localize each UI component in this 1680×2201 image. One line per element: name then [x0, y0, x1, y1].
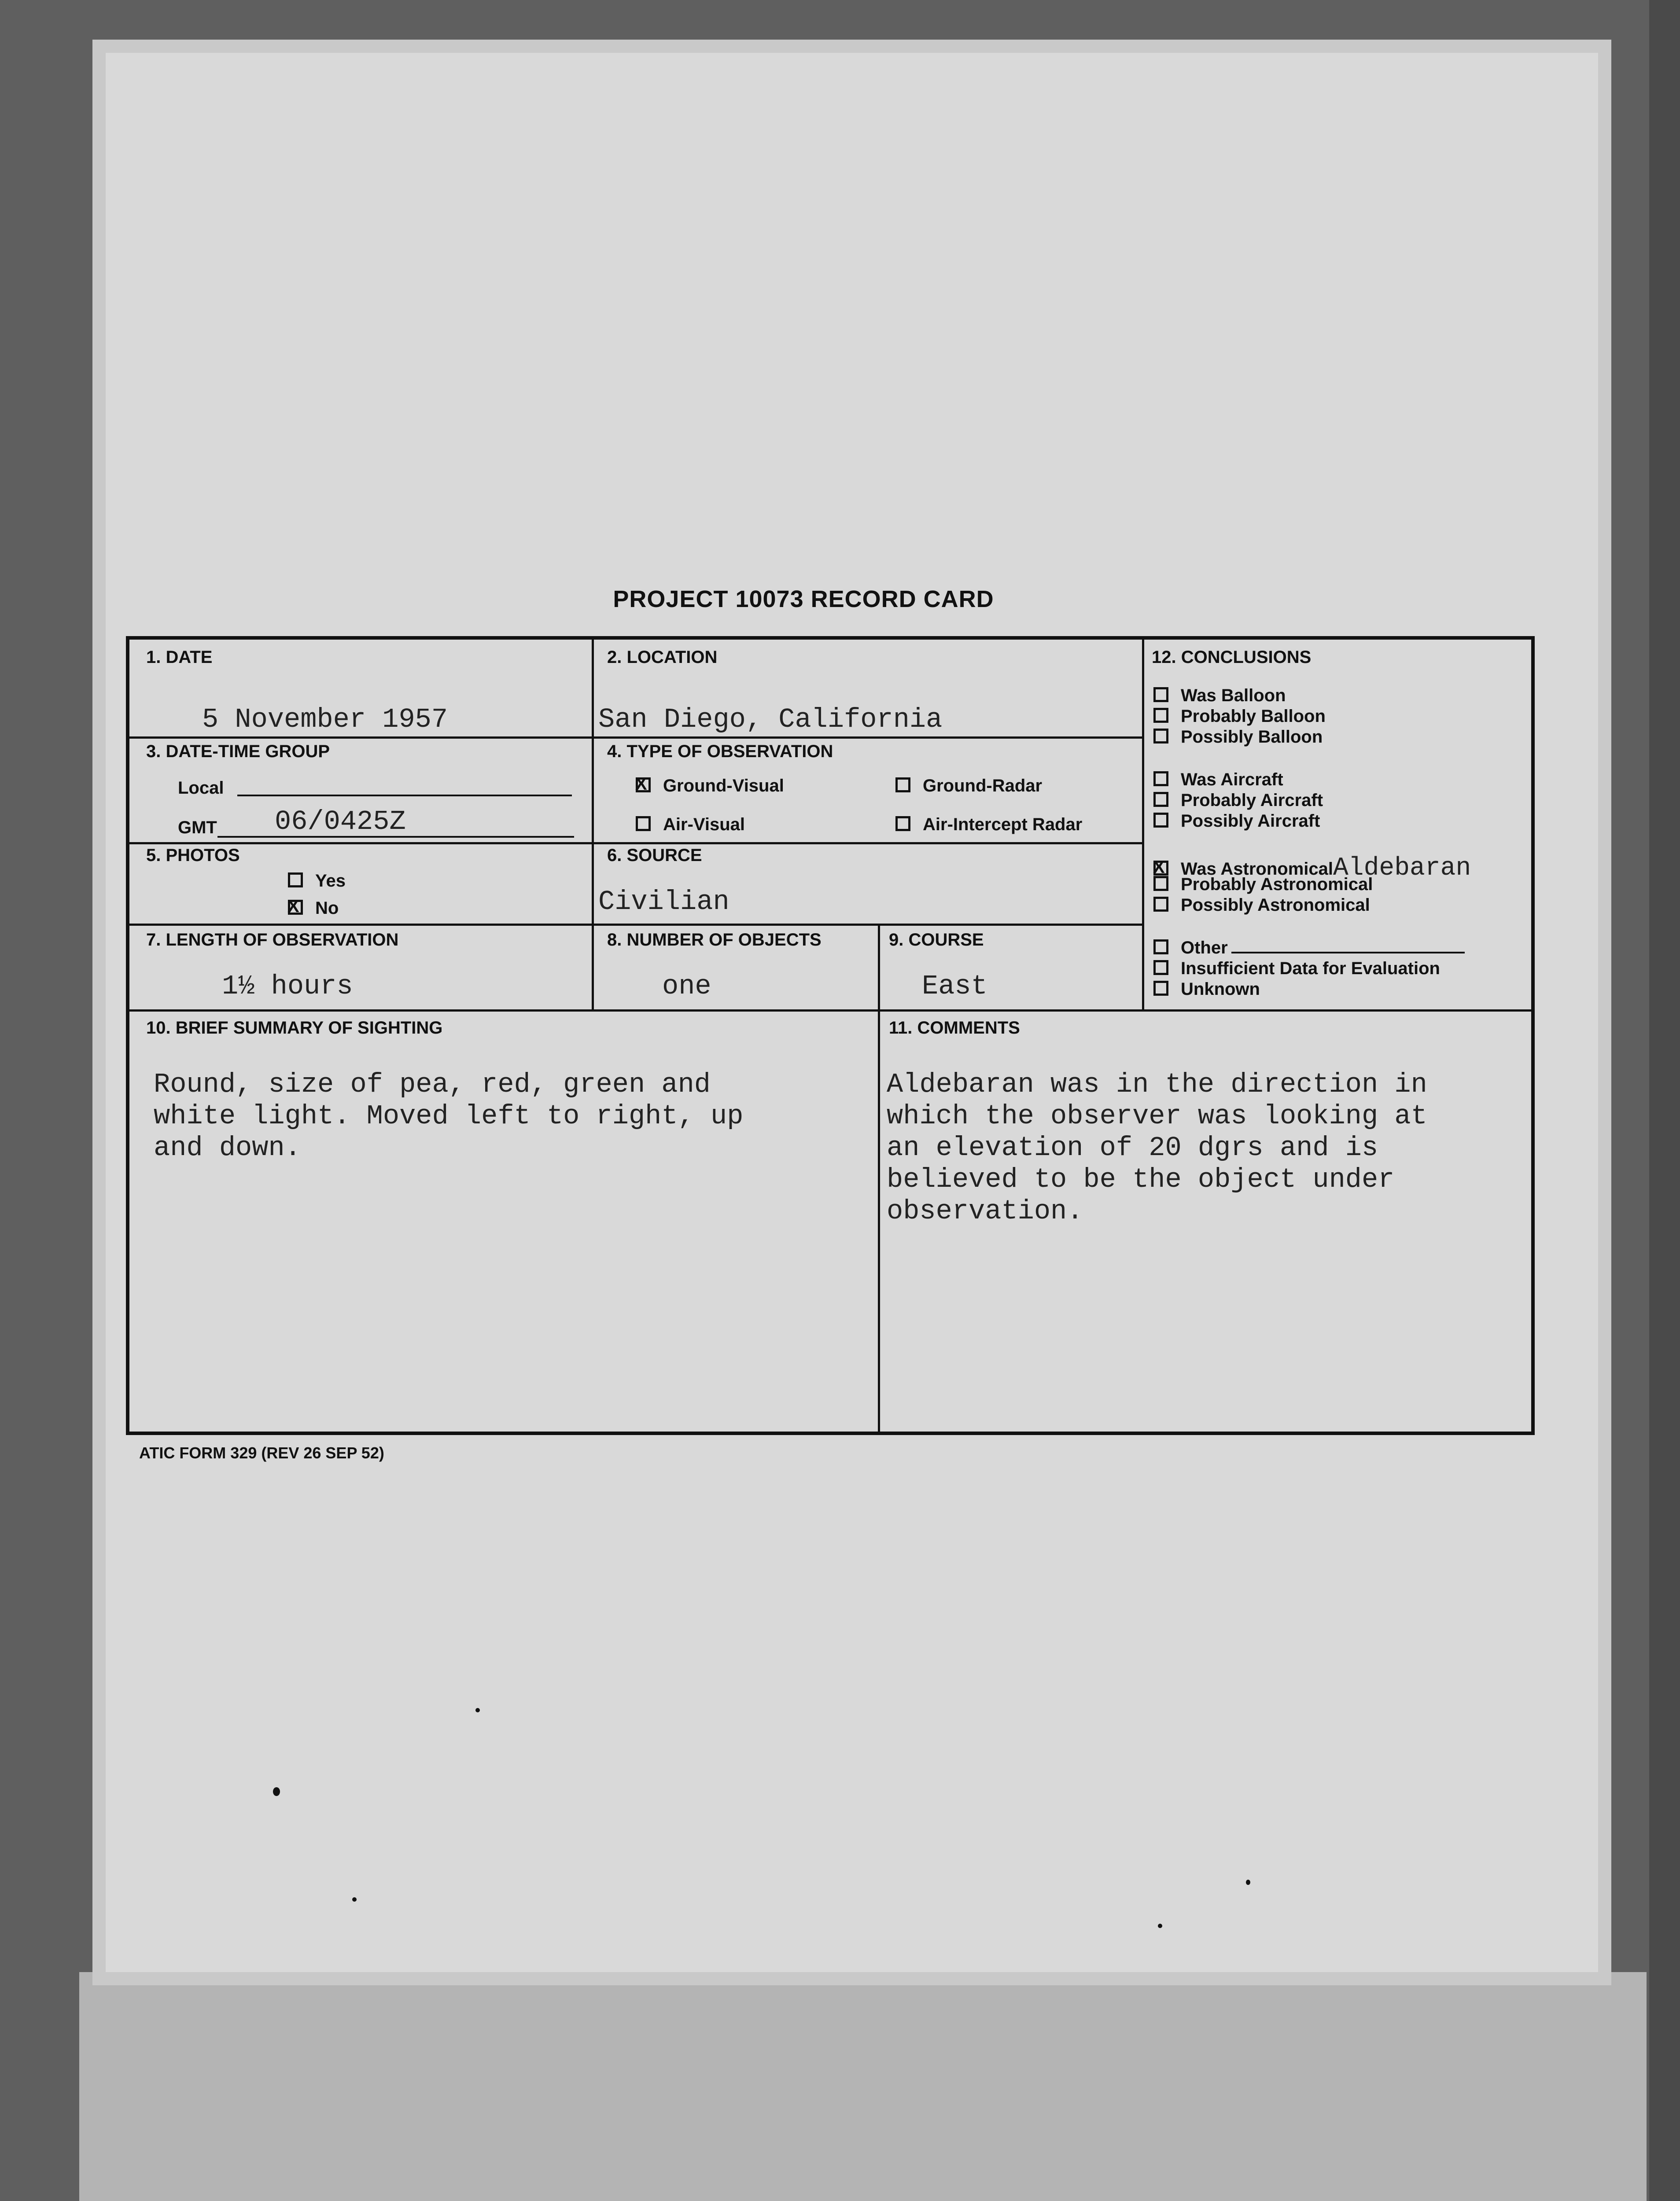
- gmt-value: 06/0425Z: [275, 806, 406, 837]
- divider: [129, 1009, 1534, 1012]
- num-objects-value: one: [662, 971, 711, 1002]
- option-ground-radar: Ground-Radar: [895, 776, 1042, 796]
- checkbox-icon: [1153, 876, 1168, 891]
- lower-sheet-background: [79, 1972, 1647, 2201]
- checkbox-icon: [1153, 897, 1168, 912]
- checkbox-icon: [1153, 687, 1168, 702]
- checkbox-icon: [636, 777, 651, 792]
- comments-text: Aldebaran was in the direction in which the observer was looking at an elevation of 20 dgrs and is believed to be the object under observation.: [887, 1069, 1427, 1227]
- checkbox-icon: [895, 816, 910, 831]
- divider: [129, 924, 1142, 926]
- checkbox-icon: [1153, 813, 1168, 828]
- option-air-intercept-radar: Air-Intercept Radar: [895, 815, 1082, 835]
- divider: [592, 640, 594, 1009]
- checkbox-icon: [288, 900, 303, 915]
- divider: [129, 842, 1142, 844]
- local-label: Local: [178, 778, 224, 798]
- speck: [1158, 1924, 1162, 1928]
- conclusion-possibly-aircraft: Possibly Aircraft: [1153, 811, 1471, 832]
- film-edge: [1649, 0, 1680, 2201]
- divider: [129, 736, 1142, 739]
- source-value: Civilian: [598, 886, 729, 917]
- dtg-label: 3. DATE-TIME GROUP: [146, 742, 330, 761]
- speck: [273, 1787, 280, 1796]
- conclusion-probably-astronomical: Probably Astronomical: [1153, 875, 1471, 895]
- checkbox-icon: [1153, 981, 1168, 996]
- conclusion-unknown: Unknown: [1153, 979, 1471, 1000]
- checkbox-icon: [1153, 861, 1168, 876]
- conclusion-possibly-balloon: Possibly Balloon: [1153, 727, 1471, 748]
- conclusion-was-balloon: Was Balloon: [1153, 686, 1471, 707]
- astronomical-note: Aldebaran: [1333, 854, 1471, 883]
- speck: [475, 1708, 480, 1712]
- option-air-visual: Air-Visual: [636, 815, 745, 835]
- length-label: 7. LENGTH OF OBSERVATION: [146, 930, 399, 950]
- course-value: East: [922, 971, 987, 1002]
- checkbox-icon: [1153, 960, 1168, 975]
- checkbox-icon: [288, 872, 303, 887]
- comments-label: 11. COMMENTS: [889, 1018, 1020, 1038]
- location-value: San Diego, California: [598, 704, 943, 735]
- checkbox-icon: [1153, 939, 1168, 954]
- checkbox-icon: [1153, 792, 1168, 807]
- card-title: PROJECT 10073 RECORD CARD: [613, 586, 994, 612]
- summary-label: 10. BRIEF SUMMARY OF SIGHTING: [146, 1018, 443, 1038]
- form-number: ATIC FORM 329 (REV 26 SEP 52): [139, 1444, 384, 1462]
- speck: [352, 1897, 357, 1902]
- local-underline: [237, 795, 572, 796]
- conclusions-label: 12. CONCLUSIONS: [1152, 648, 1312, 667]
- divider: [1142, 640, 1144, 1009]
- option-ground-visual: XGround-Visual: [636, 776, 784, 796]
- checkbox-icon: [1153, 771, 1168, 786]
- conclusion-other: Other: [1153, 938, 1471, 959]
- checkbox-icon: [1153, 708, 1168, 723]
- date-value: 5 November 1957: [202, 704, 448, 735]
- course-label: 9. COURSE: [889, 930, 984, 950]
- gmt-label: GMT: [178, 818, 217, 837]
- photos-label: 5. PHOTOS: [146, 846, 240, 865]
- checkbox-icon: [895, 777, 910, 792]
- record-card: [126, 636, 1535, 1435]
- conclusion-insufficient-data: Insufficient Data for Evaluation: [1153, 959, 1471, 979]
- conclusion-probably-aircraft: Probably Aircraft: [1153, 791, 1471, 811]
- source-label: 6. SOURCE: [607, 846, 702, 865]
- summary-text: Round, size of pea, red, green and white light. Moved left to right, up and down.: [154, 1069, 744, 1163]
- conclusion-was-aircraft: Was Aircraft: [1153, 770, 1471, 791]
- location-label: 2. LOCATION: [607, 648, 718, 667]
- other-underline: [1231, 952, 1465, 953]
- conclusion-was-astronomical: XWas AstronomicalAldebaran: [1153, 854, 1471, 875]
- length-value: 1½ hours: [222, 971, 353, 1002]
- checkbox-icon: [636, 816, 651, 831]
- divider: [878, 924, 880, 1434]
- conclusion-possibly-astronomical: Possibly Astronomical: [1153, 895, 1471, 916]
- checkbox-icon: [1153, 729, 1168, 743]
- conclusions-list: [1153, 686, 1471, 1000]
- date-label: 1. DATE: [146, 648, 213, 667]
- conclusion-probably-balloon: Probably Balloon: [1153, 707, 1471, 727]
- option-photos-no: XNo: [288, 898, 339, 918]
- num-objects-label: 8. NUMBER OF OBJECTS: [607, 930, 822, 950]
- type-obs-label: 4. TYPE OF OBSERVATION: [607, 742, 833, 761]
- option-photos-yes: Yes: [288, 871, 346, 891]
- speck: [1246, 1880, 1250, 1885]
